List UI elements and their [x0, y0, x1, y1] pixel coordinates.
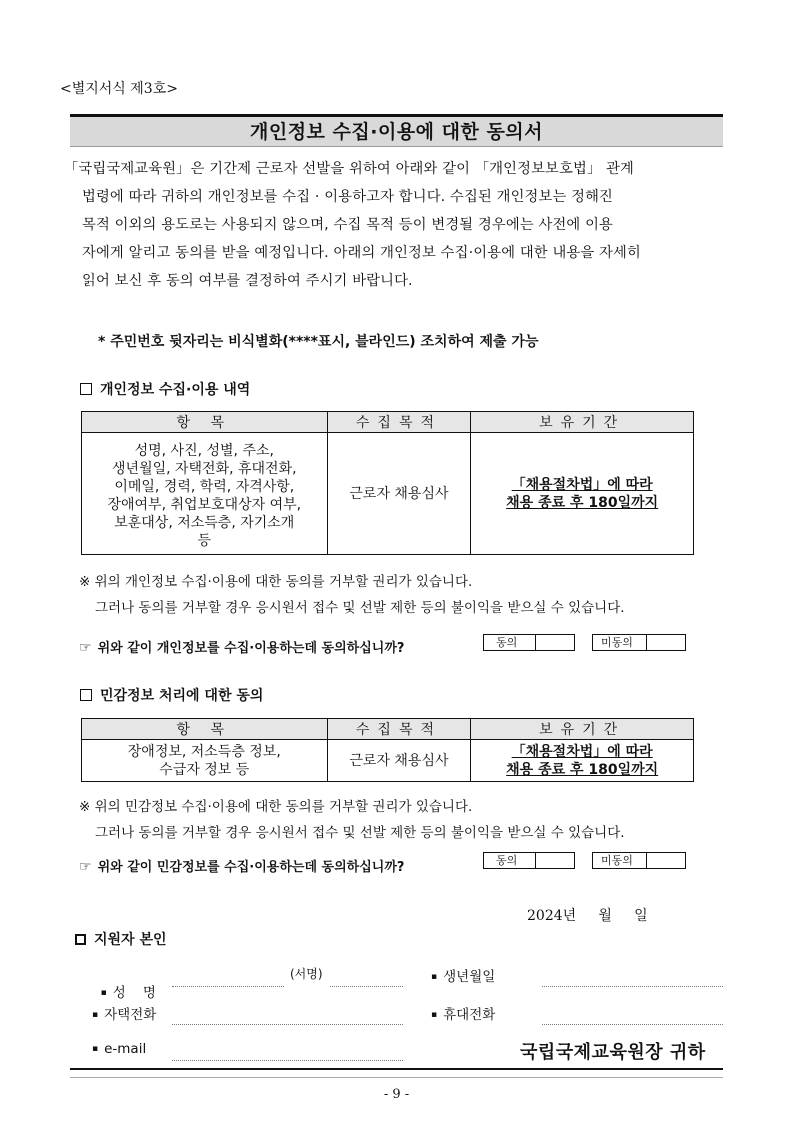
bottom-rule	[70, 1077, 723, 1078]
header-items: 항 목	[82, 719, 328, 740]
name-label: ▪ 성 명	[100, 985, 156, 1001]
purpose-cell: 근로자 채용심사	[327, 740, 471, 782]
table-row	[82, 433, 694, 555]
agree-checkbox[interactable]	[483, 852, 575, 869]
header-retention: 보유기간	[471, 412, 694, 433]
agree-label: 동의	[484, 853, 536, 868]
bullet-icon: ▪	[431, 972, 438, 982]
disagree-checkbox[interactable]	[592, 634, 686, 651]
bottom-rule	[70, 1068, 723, 1070]
refusal-right-note: ※ 위의 개인정보 수집·이용에 대한 동의를 거부할 권리가 있습니다.	[79, 574, 473, 590]
refusal-right-note: ※ 위의 민감정보 수집·이용에 대한 동의를 거부할 권리가 있습니다.	[79, 799, 473, 815]
bullet-icon: ▪	[92, 1044, 99, 1054]
header-items: 항 목	[82, 412, 328, 433]
title-bar	[70, 114, 723, 147]
consent-question: ☞ 위와 같이 개인정보를 수집·이용하는데 동의하십니까?	[79, 640, 405, 656]
page-number: - 9 -	[383, 1087, 410, 1102]
intro-line: 「국립국제교육원」은 기간제 근로자 선발을 위하여 아래와 같이 「개인정보보호법」 관계	[64, 161, 635, 177]
retention-cell: 「채용절차법」에 따라 채용 종료 후 180일까지	[471, 433, 694, 555]
date-line: 2024년 월 일	[527, 908, 648, 924]
mobile-label: ▪ 휴대전화	[431, 1007, 496, 1023]
bullet-icon: ▪	[100, 988, 107, 998]
purpose-cell: 근로자 채용심사	[327, 433, 471, 555]
birth-label: ▪ 생년월일	[431, 969, 496, 985]
intro-line: 법령에 따라 귀하의 개인정보를 수집 · 이용하고자 합니다. 수집된 개인정보는 정해진	[82, 189, 613, 205]
document-title: 개인정보 수집·이용에 대한 동의서	[249, 121, 544, 143]
birth-field[interactable]	[542, 986, 723, 987]
square-icon	[75, 934, 86, 945]
header-purpose: 수집목적	[327, 719, 471, 740]
personal-info-table	[81, 411, 694, 555]
intro-line: 자에게 알리고 동의를 받을 예정입니다. 아래의 개인정보 수집·이용에 대한 내용을 자세히	[82, 245, 641, 261]
pointing-hand-icon: ☞	[79, 640, 92, 656]
home-phone-field[interactable]	[172, 1024, 403, 1025]
consent-question: ☞ 위와 같이 민감정보를 수집·이용하는데 동의하십니까?	[79, 859, 405, 875]
square-icon	[80, 689, 92, 701]
pointing-hand-icon: ☞	[79, 859, 92, 875]
items-cell: 성명, 사진, 성별, 주소, 생년월일, 자택전화, 휴대전화, 이메일, 경력, 학력, 자격사항, 장애여부, 취업보호대상자 여부, 보훈대상, 저소득층, 자기소개 등	[82, 433, 328, 555]
disagree-checkbox[interactable]	[592, 852, 686, 869]
email-label: ▪ e-mail	[92, 1041, 147, 1057]
bullet-icon: ▪	[92, 1010, 99, 1020]
section1-heading: 개인정보 수집·이용 내역	[80, 379, 250, 399]
agree-label: 동의	[484, 635, 536, 650]
intro-line: 목적 이외의 용도로는 사용되지 않으며, 수집 목적 등이 변경될 경우에는 사전에 이용	[82, 217, 613, 233]
disagree-label: 미동의	[593, 853, 647, 868]
agree-checkbox[interactable]	[483, 634, 575, 651]
rrn-note: * 주민번호 뒷자리는 비식별화(****표시, 블라인드) 조치하여 제출 가능	[98, 334, 539, 350]
addressee: 국립국제교육원장 귀하	[520, 1042, 706, 1063]
section2-heading: 민감정보 처리에 대한 동의	[80, 685, 263, 705]
signature-label: (서명)	[290, 967, 323, 981]
intro-line: 읽어 보신 후 동의 여부를 결정하여 주시기 바랍니다.	[82, 273, 413, 289]
header-purpose: 수집목적	[327, 412, 471, 433]
table-row	[82, 740, 694, 782]
mobile-field[interactable]	[542, 1024, 723, 1025]
items-cell: 장애정보, 저소득층 정보, 수급자 정보 등	[82, 740, 328, 782]
bullet-icon: ▪	[431, 1010, 438, 1020]
home-phone-label: ▪ 자택전화	[92, 1007, 157, 1023]
square-icon	[80, 383, 92, 395]
refusal-disadvantage-note: 그러나 동의를 거부할 경우 응시원서 접수 및 선발 제한 등의 불이익을 받으실 수 있습니다.	[95, 600, 625, 616]
applicant-heading: 지원자 본인	[75, 929, 167, 949]
sensitive-info-table	[81, 718, 694, 782]
email-field[interactable]	[172, 1060, 403, 1061]
table-header-row	[82, 719, 694, 740]
signature-field[interactable]	[330, 986, 403, 987]
name-field[interactable]	[172, 986, 284, 987]
retention-cell: 「채용절차법」에 따라 채용 종료 후 180일까지	[471, 740, 694, 782]
refusal-disadvantage-note: 그러나 동의를 거부할 경우 응시원서 접수 및 선발 제한 등의 불이익을 받으실 수 있습니다.	[95, 825, 625, 841]
disagree-label: 미동의	[593, 635, 647, 650]
form-label: <별지서식 제3호>	[60, 81, 178, 97]
table-header-row	[82, 412, 694, 433]
header-retention: 보유기간	[471, 719, 694, 740]
